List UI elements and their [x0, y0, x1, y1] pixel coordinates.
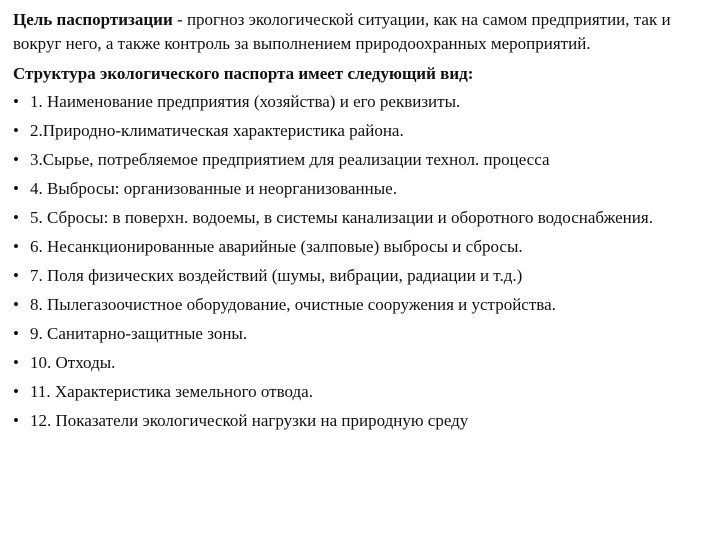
bullet-icon: •	[13, 411, 19, 430]
bullet-icon: •	[13, 266, 19, 285]
list-item-text: 5. Сбросы: в поверхн. водоемы, в системы канализации и оборотного водоснабжения.	[30, 208, 653, 227]
list-item-text: 3.Сырье, потребляемое предприятием для реализации технол. процесса	[30, 150, 550, 169]
list-item-text: 8. Пылегазоочистное оборудование, очистные сооружения и устройства.	[30, 295, 556, 314]
bullet-icon: •	[13, 179, 19, 198]
bullet-icon: •	[13, 92, 19, 111]
list-item-text: 7. Поля физических воздействий (шумы, вибрации, радиации и т.д.)	[30, 266, 523, 285]
list-item-text: 2.Природно-климатическая характеристика района.	[30, 121, 404, 140]
list-item-text: 4. Выбросы: организованные и неорганизованные.	[30, 179, 397, 198]
bullet-icon: •	[13, 208, 19, 227]
list-item	[10, 293, 710, 317]
list-item	[10, 322, 710, 346]
list-item-text: 1. Наименование предприятия (хозяйства) и его реквизиты.	[30, 92, 461, 111]
intro-paragraph	[13, 8, 710, 56]
list-item	[10, 235, 710, 259]
list-item-text: 10. Отходы.	[30, 353, 116, 372]
bullet-icon: •	[13, 324, 19, 343]
bullet-icon: •	[13, 237, 19, 256]
list-item	[10, 409, 710, 433]
bullet-icon: •	[13, 353, 19, 372]
list-item	[10, 177, 710, 201]
intro-term: Цель паспортизации	[13, 10, 173, 29]
structure-list	[10, 90, 710, 433]
list-item	[10, 264, 710, 288]
bullet-icon: •	[13, 295, 19, 314]
intro-text: - прогноз экологической ситуации, как на самом предприятии, так и вокруг него, а также контроль за выполнением природоохранных мероприятий.	[13, 10, 671, 53]
list-item	[10, 119, 710, 143]
bullet-icon: •	[13, 150, 19, 169]
bullet-icon: •	[13, 121, 19, 140]
list-item-text: 9. Санитарно-защитные зоны.	[30, 324, 248, 343]
list-item-text: 11. Характеристика земельного отвода.	[30, 382, 313, 401]
list-item	[10, 351, 710, 375]
list-item-text: 12. Показатели экологической нагрузки на природную среду	[30, 411, 469, 430]
list-item	[10, 90, 710, 114]
list-item	[10, 380, 710, 404]
list-item	[10, 148, 710, 172]
list-item	[10, 206, 710, 230]
structure-heading: Структура экологического паспорта имеет следующий вид:	[13, 64, 474, 83]
list-item-text: 6. Несанкционированные аварийные (залповые) выбросы и сбросы.	[30, 237, 523, 256]
bullet-icon: •	[13, 382, 19, 401]
